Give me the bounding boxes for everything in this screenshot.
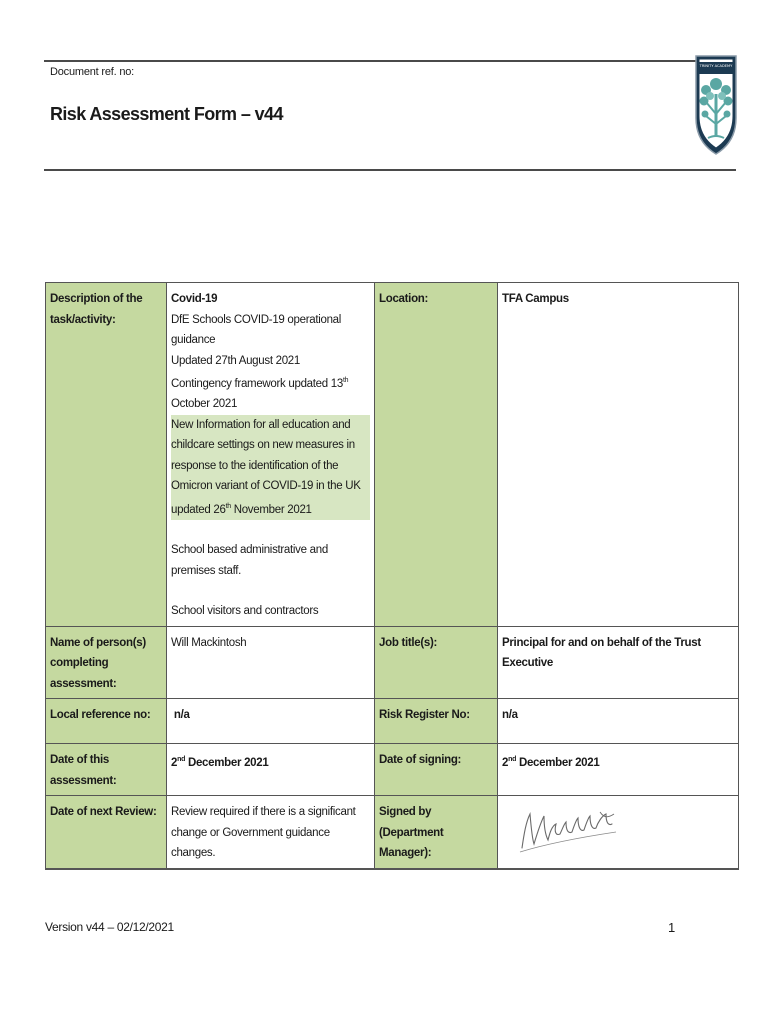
assessment-date-value: 2nd December 2021 [167, 744, 375, 796]
risk-assessment-table [45, 282, 739, 870]
assessor-name-value: Will Mackintosh [167, 626, 375, 699]
omicron-highlight: New Information for all education and childcare settings on new measures in response to the identification of the Omicron variant of COVID-19 in the UK updated 26th November 2021 [171, 415, 370, 520]
signature-cell [498, 796, 739, 869]
table-row [46, 283, 739, 627]
table-row [46, 626, 739, 699]
document-ref-label: Document ref. no: [50, 66, 135, 78]
next-review-label: Date of next Review: [46, 796, 167, 869]
assessor-name-label: Name of person(s) completing assessment: [46, 626, 167, 699]
signing-date-value: 2nd December 2021 [498, 744, 739, 796]
risk-register-label: Risk Register No: [375, 699, 498, 744]
description-value [167, 283, 375, 627]
location-label: Location: [375, 283, 498, 627]
svg-text:TRINITY ACADEMY: TRINITY ACADEMY [699, 64, 733, 68]
job-title-value: Principal for and on behalf of the Trust Executive [498, 626, 739, 699]
page-number: 1 [668, 920, 676, 935]
table-row [46, 796, 739, 869]
description-label: Description of the task/activity: [46, 283, 167, 627]
page-title: Risk Assessment Form – v44 [50, 104, 283, 124]
local-reference-value: n/a [167, 699, 375, 744]
table-row [46, 699, 739, 744]
guidance-line: DfE Schools COVID-19 operational guidance [171, 313, 342, 346]
visitors-line: School visitors and contractors [171, 605, 319, 618]
signed-by-label: Signed by (Department Manager): [375, 796, 498, 869]
description-heading: Covid-19 [171, 293, 218, 305]
table-row [46, 744, 739, 796]
handwritten-signature [516, 804, 626, 856]
guidance-date-line: Updated 27th August 2021 [171, 354, 300, 367]
contingency-line: Contingency framework updated 13th October 2021 [171, 377, 349, 411]
assessment-date-label: Date of this assessment: [46, 744, 167, 796]
footer-version: Version v44 – 02/12/2021 [45, 920, 174, 934]
job-title-label: Job title(s): [375, 626, 498, 699]
next-review-value: Review required if there is a significant change or Government guidance changes. [167, 796, 375, 869]
header-top-rule [44, 60, 736, 62]
staff-line: School based administrative and premises staff. [171, 544, 328, 577]
risk-register-value: n/a [498, 699, 739, 744]
header-bottom-rule [44, 169, 736, 171]
location-value: TFA Campus [498, 283, 739, 627]
local-reference-label: Local reference no: [46, 699, 167, 744]
signing-date-label: Date of signing: [375, 744, 498, 796]
school-crest-icon [694, 54, 738, 156]
